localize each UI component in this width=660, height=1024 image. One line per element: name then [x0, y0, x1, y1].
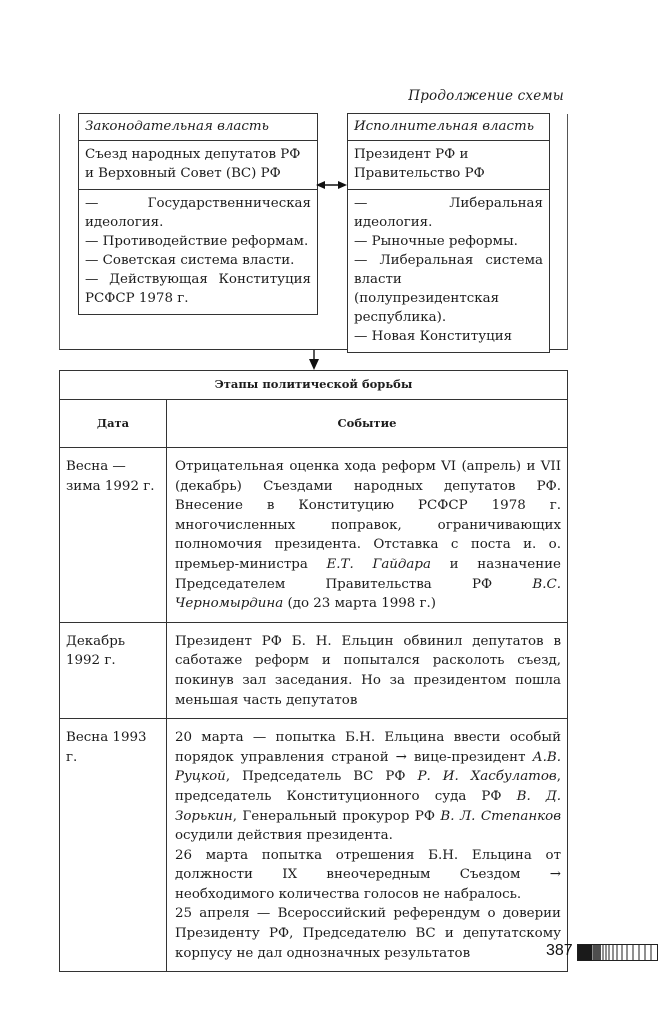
page-number: 387 — [546, 942, 573, 959]
double-headed-arrow-icon — [316, 180, 347, 190]
executive-items — [348, 190, 549, 352]
legislative-items — [79, 190, 317, 314]
executive-item: — Рыночные реформы. — [354, 234, 518, 249]
table-row — [60, 622, 568, 718]
event-text: 20 марта — попытка Б.Н. Ельцина ввести особый порядок управления страной → вице-президент — [175, 730, 561, 765]
row-event — [167, 719, 568, 972]
row-event — [167, 448, 568, 623]
executive-power-box — [347, 113, 550, 353]
event-text: , Председатель ВС РФ — [225, 769, 418, 785]
event-text: и назначение Председателем Правительства РФ — [175, 556, 561, 592]
legislative-item: — Государственническая идеология. — [85, 196, 311, 230]
executive-title: Исполнительная власть — [348, 114, 549, 141]
row-date: Весна — зима 1992 г. — [60, 448, 167, 623]
table-caption: Этапы политической борьбы — [60, 371, 568, 400]
row-date: Весна 1993 г. — [60, 719, 167, 972]
event-paragraph — [175, 846, 561, 905]
person-name: В. Л. Степанков — [440, 808, 561, 824]
column-header-event: Событие — [167, 400, 568, 448]
person-name: В.С. Черномырдина — [175, 576, 561, 612]
legislative-item: — Действующая Конституция РСФСР 1978 г. — [85, 272, 311, 306]
executive-item: — Новая Конституция — [354, 329, 513, 344]
person-name: А.В. Руцкой — [175, 749, 561, 785]
executive-body: Президент РФ и Правительство РФ — [348, 141, 549, 190]
person-name: Р. И. Хасбулатов — [417, 769, 557, 785]
bar-block — [578, 945, 593, 961]
legislative-item: — Советская система власти. — [85, 253, 295, 268]
event-text: , председатель Конституционного суда РФ — [175, 769, 561, 804]
legislative-power-box — [78, 113, 318, 315]
event-text: Президент РФ Б. Н. Ельцин обвинил депутатов в саботаже реформ и попытался расколоть съезд, покинув зал заседания. Но за президентом пошла меньшая часть депутатов — [175, 633, 561, 708]
legislative-item: — Противодействие реформам. — [85, 234, 309, 249]
person-name: Е.Т. Гайдара — [326, 556, 431, 572]
executive-item: — Либеральная идеология. — [354, 196, 543, 230]
page-thumb-index-icon — [577, 944, 658, 961]
table-row — [60, 448, 568, 623]
event-text: , Генеральный прокурор РФ — [232, 808, 441, 824]
political-struggle-table — [59, 370, 568, 972]
down-arrow-icon — [308, 350, 320, 370]
legislative-body: Съезд народных депутатов РФ и Верховный Совет (ВС) РФ — [79, 141, 317, 190]
event-text: Отрицательная оценка хода реформ VI (апрель) и VII (декабрь) Съездами народных депутатов РФ. Внесение в Конституцию РСФСР 1978 г. многочисленных поправок, ограничивающих полномочия президента. Отставка с поста и. о. премьер-министра — [175, 459, 561, 572]
legislative-title: Законодательная власть — [79, 114, 317, 141]
event-paragraph — [175, 904, 561, 963]
continuation-label: Продолжение схемы — [408, 88, 564, 104]
row-date: Декабрь 1992 г. — [60, 622, 167, 718]
person-name: В. Д. Зорькин — [175, 788, 561, 824]
event-paragraph — [175, 728, 561, 846]
event-text: 25 апреля — Всероссийский референдум о доверии Президенту РФ, Председателю ВС и депутатскому корпусу не дал однозначных результатов — [175, 906, 561, 961]
row-event — [167, 622, 568, 718]
event-text: (до 23 марта 1998 г.) — [283, 596, 437, 612]
event-text: 26 марта попытка отрешения Б.Н. Ельцина от должности IX внеочередным Съездом → необходимого количества голосов не набралось. — [175, 847, 561, 902]
event-text: осудили действия президента. — [175, 828, 393, 844]
column-header-date: Дата — [60, 400, 167, 448]
table-row — [60, 719, 568, 972]
executive-item: — Либеральная система власти (полупрезидентская республика). — [354, 253, 543, 325]
